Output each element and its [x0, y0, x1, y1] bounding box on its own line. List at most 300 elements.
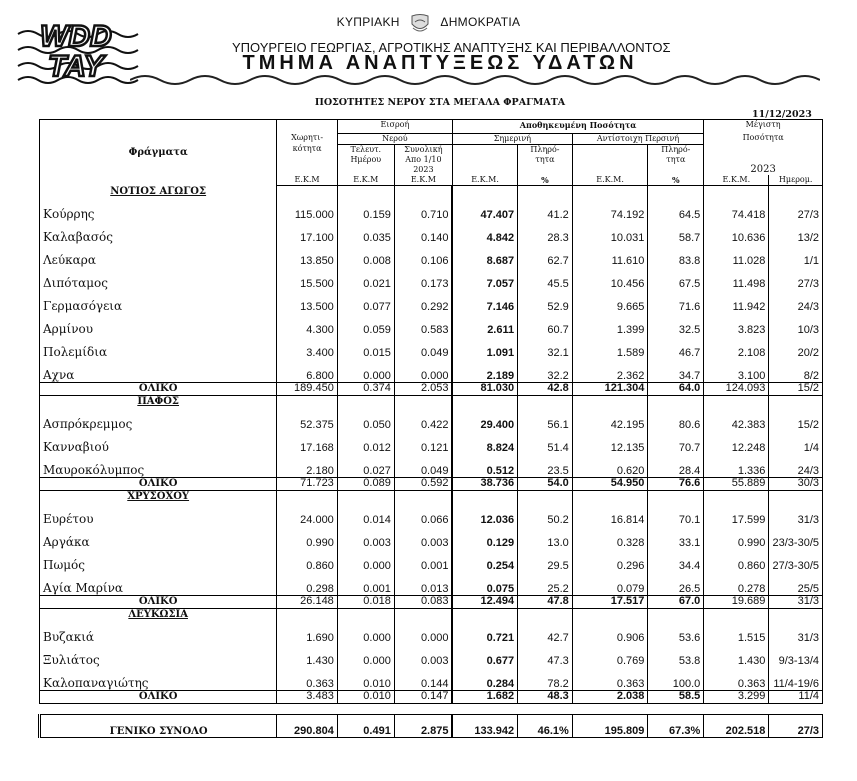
total-inflow-day: 0.089 [337, 477, 394, 490]
region-header-row [40, 395, 823, 408]
cell-prev-stored: 12.135 [572, 431, 648, 454]
col-dams: Φράγματα [40, 120, 277, 186]
republic-right: ΔΗΜΟΚΡΑΤΙΑ [440, 15, 521, 30]
cell-inflow-total: 0.583 [394, 313, 452, 336]
region-name: ΝΟΤΙΟΣ ΑΓΩΓΟΣ [40, 185, 277, 198]
cell-capacity: 3.400 [277, 336, 337, 359]
col-inflow-2: Νερού [337, 133, 452, 144]
unit-capacity: Ε.Κ.Μ [277, 175, 337, 186]
cell-inflow-day: 0.059 [337, 313, 394, 336]
cell-prev-stored: 0.363 [572, 667, 648, 691]
total-max-date: 15/2 [769, 382, 823, 395]
cell-stored: 0.677 [452, 644, 517, 667]
table-row [40, 359, 823, 383]
cell-inflow-total: 0.000 [394, 621, 452, 644]
region-header-row [40, 490, 823, 503]
cell-stored: 29.400 [452, 408, 517, 431]
total-max: 19.689 [704, 595, 769, 608]
empty-cell [648, 608, 704, 621]
total-inflow-day: 0.010 [337, 690, 394, 703]
empty-cell [337, 608, 394, 621]
cell-inflow-total: 0.049 [394, 336, 452, 359]
cell-fill: 51.4 [518, 431, 573, 454]
total-prev-stored: 2.038 [572, 690, 648, 703]
cell-stored: 0.254 [452, 549, 517, 572]
empty-cell [769, 608, 823, 621]
department-name: ΤΜΗΜΑ ΑΝΑΠΤΥΞΕΩΣ ΥΔΑΤΩΝ [242, 52, 638, 74]
cell-prev-fill: 26.5 [648, 572, 704, 596]
table-row [40, 431, 823, 454]
cell-max: 3.823 [704, 313, 769, 336]
grand-inflow-day: 0.491 [337, 714, 394, 737]
cell-prev-stored: 0.620 [572, 454, 648, 478]
col-fill: Πληρό- τητα [518, 144, 573, 175]
cell-stored: 12.036 [452, 503, 517, 526]
total-prev-fill: 67.0 [648, 595, 704, 608]
cell-prev-fill: 34.7 [648, 359, 704, 383]
cell-inflow-day: 0.021 [337, 267, 394, 290]
cell-prev-stored: 0.769 [572, 644, 648, 667]
region-total-row [40, 690, 823, 703]
unit-stored: Ε.Κ.Μ. [452, 175, 517, 186]
cell-capacity: 1.690 [277, 621, 337, 644]
cell-inflow-day: 0.010 [337, 667, 394, 691]
dam-name: Αργάκα [40, 526, 277, 549]
empty-cell [704, 185, 769, 198]
cell-fill: 52.9 [518, 290, 573, 313]
cell-prev-stored: 0.906 [572, 621, 648, 644]
table-row [40, 621, 823, 644]
total-max-date: 30/3 [769, 477, 823, 490]
total-max: 124.093 [704, 382, 769, 395]
cell-prev-stored: 2.362 [572, 359, 648, 383]
logo-text-top: WDD [40, 20, 112, 53]
col-inflow: Εισροή [337, 120, 452, 134]
cell-inflow-total: 0.173 [394, 267, 452, 290]
grand-stored: 133.942 [452, 714, 517, 737]
cell-inflow-day: 0.000 [337, 549, 394, 572]
empty-cell [648, 185, 704, 198]
empty-cell [394, 490, 452, 503]
total-inflow-day: 0.374 [337, 382, 394, 395]
cell-capacity: 0.298 [277, 572, 337, 596]
cell-stored: 0.512 [452, 454, 517, 478]
cell-max: 3.100 [704, 359, 769, 383]
empty-cell [337, 185, 394, 198]
grand-prev-fill: 67.3% [648, 714, 704, 737]
grand-prev-stored: 195.809 [572, 714, 648, 737]
dam-name: Αρμίνου [40, 313, 277, 336]
cell-fill: 47.3 [518, 644, 573, 667]
cell-prev-stored: 0.328 [572, 526, 648, 549]
cell-fill: 28.3 [518, 221, 573, 244]
empty-cell [572, 395, 648, 408]
empty-cell [452, 608, 517, 621]
total-fill: 48.3 [518, 690, 573, 703]
cell-stored: 0.129 [452, 526, 517, 549]
cell-max: 0.860 [704, 549, 769, 572]
total-max-date: 11/4 [769, 690, 823, 703]
total-stored: 38.736 [452, 477, 517, 490]
total-inflow-total: 2.053 [394, 382, 452, 395]
cell-prev-stored: 74.192 [572, 198, 648, 221]
cell-max-date: 9/3-13/4 [769, 644, 823, 667]
dam-name: Κανναβιού [40, 431, 277, 454]
table-title: ΠΟΣΟΤΗΤΕΣ ΝΕΡΟΥ ΣΤΑ ΜΕΓΑΛΑ ΦΡΑΓΜΑΤΑ [314, 97, 566, 108]
grand-fill: 46.1% [518, 714, 573, 737]
cell-capacity: 115.000 [277, 198, 337, 221]
empty-cell [704, 490, 769, 503]
cell-prev-fill: 33.1 [648, 526, 704, 549]
cell-prev-fill: 67.5 [648, 267, 704, 290]
cell-prev-stored: 0.296 [572, 549, 648, 572]
unit-max: Ε.Κ.Μ. [704, 175, 769, 186]
grand-total-row [40, 714, 823, 737]
region-name: ΠΑΦΟΣ [40, 395, 277, 408]
cell-max: 0.278 [704, 572, 769, 596]
table-row [40, 198, 823, 221]
cell-fill: 50.2 [518, 503, 573, 526]
cell-fill: 60.7 [518, 313, 573, 336]
table-row [40, 290, 823, 313]
cell-stored: 0.284 [452, 667, 517, 691]
table-row [40, 313, 823, 336]
cell-inflow-total: 0.003 [394, 526, 452, 549]
cell-inflow-day: 0.001 [337, 572, 394, 596]
total-inflow-total: 0.083 [394, 595, 452, 608]
dam-name: Καλαβασός [40, 221, 277, 244]
cell-capacity: 15.500 [277, 267, 337, 290]
table-row [40, 221, 823, 244]
grand-total-label: ΓΕΝΙΚΟ ΣΥΝΟΛΟ [40, 714, 277, 737]
cell-fill: 78.2 [518, 667, 573, 691]
cell-prev-fill: 71.6 [648, 290, 704, 313]
cell-inflow-total: 0.140 [394, 221, 452, 244]
dam-name: Πολεμίδια [40, 336, 277, 359]
cell-max-date: 8/2 [769, 359, 823, 383]
cell-max-date: 1/1 [769, 244, 823, 267]
cell-prev-fill: 46.7 [648, 336, 704, 359]
total-prev-stored: 17.517 [572, 595, 648, 608]
total-capacity: 189.450 [277, 382, 337, 395]
total-prev-fill: 76.6 [648, 477, 704, 490]
table-row [40, 408, 823, 431]
cell-capacity: 52.375 [277, 408, 337, 431]
cell-max: 17.599 [704, 503, 769, 526]
table-row [40, 572, 823, 596]
empty-cell [518, 608, 573, 621]
cell-prev-stored: 10.456 [572, 267, 648, 290]
cell-fill: 32.1 [518, 336, 573, 359]
cell-max-date: 27/3-30/5 [769, 549, 823, 572]
cell-capacity: 0.363 [277, 667, 337, 691]
table-row [40, 244, 823, 267]
cell-prev-fill: 64.5 [648, 198, 704, 221]
empty-cell [572, 608, 648, 621]
document-header [0, 0, 857, 95]
grand-max-date: 27/3 [769, 714, 823, 737]
cell-prev-stored: 1.589 [572, 336, 648, 359]
cell-capacity: 24.000 [277, 503, 337, 526]
cell-inflow-day: 0.000 [337, 621, 394, 644]
dam-name: Ασπρόκρεμμος [40, 408, 277, 431]
dam-name: Αχνα [40, 359, 277, 383]
cell-capacity: 17.168 [277, 431, 337, 454]
cell-fill: 45.5 [518, 267, 573, 290]
cell-inflow-total: 0.292 [394, 290, 452, 313]
table-body [40, 185, 823, 737]
cell-max-date: 27/3 [769, 267, 823, 290]
cell-max-date: 31/3 [769, 621, 823, 644]
cell-max-date: 15/2 [769, 408, 823, 431]
cell-fill: 56.1 [518, 408, 573, 431]
col-capacity-2: κότητα [277, 144, 337, 175]
grand-inflow-total: 2.875 [394, 714, 452, 737]
cell-fill: 42.7 [518, 621, 573, 644]
cell-prev-stored: 16.814 [572, 503, 648, 526]
cell-max: 74.418 [704, 198, 769, 221]
cell-inflow-total: 0.106 [394, 244, 452, 267]
dam-name: Καλοπαναγιώτης [40, 667, 277, 691]
cell-prev-fill: 32.5 [648, 313, 704, 336]
cell-inflow-total: 0.066 [394, 503, 452, 526]
col-stored: Αποθηκευμένη Ποσότητα [452, 120, 703, 134]
cell-inflow-total: 0.422 [394, 408, 452, 431]
header-wave-divider [130, 68, 820, 88]
unit-inflow-day: Ε.Κ.Μ [337, 175, 394, 186]
total-prev-fill: 64.0 [648, 382, 704, 395]
republic-left: ΚΥΠΡΙΑΚΗ [336, 15, 400, 30]
cell-capacity: 2.180 [277, 454, 337, 478]
empty-cell [648, 490, 704, 503]
col-total-inflow: Συνολική Απο 1/10 2023 [394, 144, 452, 175]
cell-max-date: 13/2 [769, 221, 823, 244]
coat-of-arms-icon [409, 12, 431, 34]
cell-prev-stored: 9.665 [572, 290, 648, 313]
cell-stored: 0.721 [452, 621, 517, 644]
grand-max: 202.518 [704, 714, 769, 737]
cell-fill: 25.2 [518, 572, 573, 596]
cell-prev-stored: 11.610 [572, 244, 648, 267]
region-name: ΛΕΥΚΩΣΙΑ [40, 608, 277, 621]
total-max: 55.889 [704, 477, 769, 490]
total-stored: 1.682 [452, 690, 517, 703]
grand-capacity: 290.804 [277, 714, 337, 737]
unit-prev-fill: % [648, 175, 704, 186]
total-stored: 12.494 [452, 595, 517, 608]
cell-max: 0.990 [704, 526, 769, 549]
cell-prev-fill: 83.8 [648, 244, 704, 267]
report-date: 11/12/2023 [752, 109, 812, 120]
dam-water-table [38, 119, 823, 738]
empty-cell [769, 395, 823, 408]
empty-cell [277, 185, 337, 198]
cell-inflow-total: 0.710 [394, 198, 452, 221]
cell-prev-fill: 53.8 [648, 644, 704, 667]
total-capacity: 26.148 [277, 595, 337, 608]
cell-prev-fill: 80.6 [648, 408, 704, 431]
ministry-name: ΥΠΟΥΡΓΕΙΟ ΓΕΩΡΓΙΑΣ, ΑΓΡΟΤΙΚΗΣ ΑΝΑΠΤΥΞΗΣ ΚΑΙ ΠΕΡΙΒΑΛΛΟΝΤΟΣ [232, 40, 671, 55]
cell-inflow-day: 0.035 [337, 221, 394, 244]
total-fill: 42.8 [518, 382, 573, 395]
total-max-date: 31/3 [769, 595, 823, 608]
empty-cell [394, 608, 452, 621]
cell-inflow-day: 0.015 [337, 336, 394, 359]
unit-inflow-total: Ε.Κ.Μ [394, 175, 452, 186]
cell-stored: 7.146 [452, 290, 517, 313]
cell-inflow-day: 0.000 [337, 359, 394, 383]
region-total-row [40, 595, 823, 608]
empty-cell [648, 395, 704, 408]
table-row [40, 336, 823, 359]
cell-inflow-total: 0.121 [394, 431, 452, 454]
table-row [40, 644, 823, 667]
dam-name: Γερμασόγεια [40, 290, 277, 313]
cell-prev-stored: 0.079 [572, 572, 648, 596]
cell-stored: 4.842 [452, 221, 517, 244]
empty-cell [277, 490, 337, 503]
total-prev-fill: 58.5 [648, 690, 704, 703]
empty-cell [769, 185, 823, 198]
empty-cell [704, 395, 769, 408]
col-today: Σημερινή [452, 133, 572, 144]
total-label: ΟΛΙΚΟ [40, 690, 277, 703]
dam-name: Ξυλιάτος [40, 644, 277, 667]
table-row [40, 503, 823, 526]
empty-cell [452, 490, 517, 503]
table-row [40, 667, 823, 691]
cell-stored: 8.687 [452, 244, 517, 267]
cell-capacity: 17.100 [277, 221, 337, 244]
empty-cell [277, 608, 337, 621]
cell-inflow-day: 0.003 [337, 526, 394, 549]
empty-cell [452, 185, 517, 198]
empty-cell [394, 395, 452, 408]
empty-cell [704, 608, 769, 621]
cell-prev-stored: 10.031 [572, 221, 648, 244]
dam-name: Κούρρης [40, 198, 277, 221]
cell-inflow-day: 0.077 [337, 290, 394, 313]
dam-name: Λεύκαρα [40, 244, 277, 267]
cell-max: 12.248 [704, 431, 769, 454]
cell-fill: 41.2 [518, 198, 573, 221]
cell-max-date: 1/4 [769, 431, 823, 454]
total-capacity: 71.723 [277, 477, 337, 490]
unit-prev-stored: Ε.Κ.Μ. [572, 175, 648, 186]
unit-date: Ημερομ. [769, 175, 823, 186]
empty-cell [337, 395, 394, 408]
cell-fill: 23.5 [518, 454, 573, 478]
region-header-row [40, 608, 823, 621]
region-total-row [40, 382, 823, 395]
total-prev-stored: 54.950 [572, 477, 648, 490]
table-row [40, 549, 823, 572]
col-prev-fill: Πληρό- τητα [648, 144, 704, 175]
cell-inflow-total: 0.003 [394, 644, 452, 667]
total-capacity: 3.483 [277, 690, 337, 703]
empty-cell [452, 395, 517, 408]
col-max-1: Μέγιστη [704, 120, 823, 134]
region-total-row [40, 477, 823, 490]
cell-stored: 2.189 [452, 359, 517, 383]
cell-max: 11.028 [704, 244, 769, 267]
cell-max: 11.942 [704, 290, 769, 313]
col-max-2: Ποσότητα [704, 133, 823, 144]
cell-stored: 7.057 [452, 267, 517, 290]
unit-fill: % [518, 175, 573, 186]
total-fill: 47.8 [518, 595, 573, 608]
spacer-row [40, 703, 823, 714]
empty-cell [572, 490, 648, 503]
cell-max: 2.108 [704, 336, 769, 359]
cell-max-date: 25/5 [769, 572, 823, 596]
cell-inflow-total: 0.144 [394, 667, 452, 691]
empty-cell [518, 395, 573, 408]
cell-prev-stored: 1.399 [572, 313, 648, 336]
empty-cell [277, 395, 337, 408]
cell-max: 42.383 [704, 408, 769, 431]
table-row [40, 454, 823, 478]
cell-fill: 62.7 [518, 244, 573, 267]
cell-inflow-day: 0.000 [337, 644, 394, 667]
table-row [40, 267, 823, 290]
cell-stored: 8.824 [452, 431, 517, 454]
cell-prev-stored: 42.195 [572, 408, 648, 431]
cell-max-date: 31/3 [769, 503, 823, 526]
total-max: 3.299 [704, 690, 769, 703]
cell-fill: 13.0 [518, 526, 573, 549]
total-inflow-day: 0.018 [337, 595, 394, 608]
cell-capacity: 13.500 [277, 290, 337, 313]
total-prev-stored: 121.304 [572, 382, 648, 395]
cell-inflow-day: 0.159 [337, 198, 394, 221]
total-inflow-total: 0.592 [394, 477, 452, 490]
cell-inflow-total: 0.001 [394, 549, 452, 572]
col-last-day: Τελευτ. Ημέρου [337, 144, 394, 175]
empty-cell [572, 185, 648, 198]
dam-name: Αγία Μαρίνα [40, 572, 277, 596]
empty-cell [518, 185, 573, 198]
cell-prev-fill: 100.0 [648, 667, 704, 691]
cell-max-date: 24/3 [769, 290, 823, 313]
cell-capacity: 1.430 [277, 644, 337, 667]
cell-inflow-total: 0.000 [394, 359, 452, 383]
cell-capacity: 4.300 [277, 313, 337, 336]
cell-inflow-day: 0.050 [337, 408, 394, 431]
cell-inflow-total: 0.049 [394, 454, 452, 478]
region-header-row [40, 185, 823, 198]
cell-prev-fill: 70.1 [648, 503, 704, 526]
cell-inflow-day: 0.012 [337, 431, 394, 454]
logo-text-bottom: TAY [48, 50, 104, 83]
cell-max: 10.636 [704, 221, 769, 244]
cell-max-date: 20/2 [769, 336, 823, 359]
dam-name: Διπόταμος [40, 267, 277, 290]
table-row [40, 526, 823, 549]
total-label: ΟΛΙΚΟ [40, 595, 277, 608]
total-inflow-total: 0.147 [394, 690, 452, 703]
cell-capacity: 0.860 [277, 549, 337, 572]
empty-cell [769, 490, 823, 503]
col-max-year: 2023 [704, 144, 823, 175]
cell-capacity: 13.850 [277, 244, 337, 267]
cell-max: 1.430 [704, 644, 769, 667]
empty-cell [394, 185, 452, 198]
cell-max-date: 27/3 [769, 198, 823, 221]
total-fill: 54.0 [518, 477, 573, 490]
cell-max: 1.336 [704, 454, 769, 478]
cell-max-date: 10/3 [769, 313, 823, 336]
